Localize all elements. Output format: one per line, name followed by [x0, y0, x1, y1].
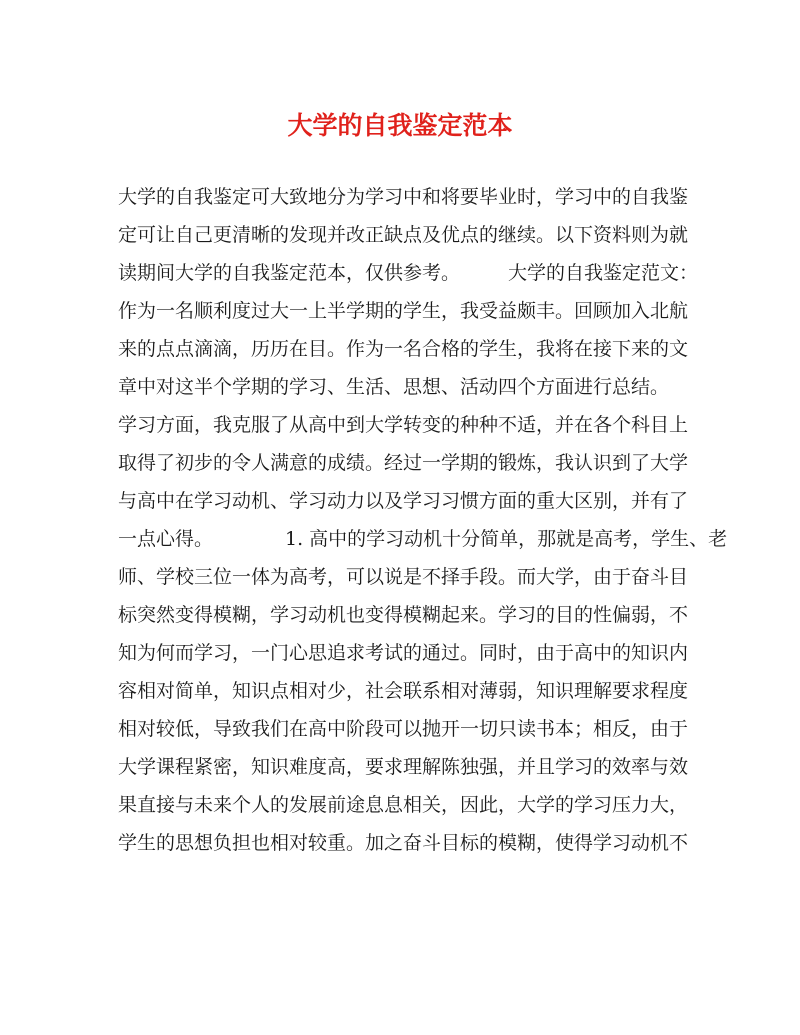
body-line: 取得了初步的令人满意的成绩。经过一学期的锻炼，我认识到了大学: [118, 452, 689, 474]
body-line: 学生的思想负担也相对较重。加之奋斗目标的模糊，使得学习动机不: [118, 832, 689, 854]
body-line: [118, 520, 728, 558]
body-line: [118, 254, 699, 292]
body-line: 大学的自我鉴定可大致地分为学习中和将要毕业时，学习中的自我鉴: [118, 186, 689, 208]
body-line: 与高中在学习动机、学习动力以及学习习惯方面的重大区别，并有了: [118, 490, 689, 512]
body-text: 一点心得。: [118, 528, 214, 550]
document-body: [118, 178, 728, 862]
body-line: 容相对简单，知识点相对少，社会联系相对薄弱，知识理解要求程度: [118, 680, 689, 702]
body-line: 标突然变得模糊，学习动机也变得模糊起来。学习的目的性偏弱，不: [118, 604, 689, 626]
body-text: 1. 高中的学习动机十分简单，那就是高考，学生、老: [285, 528, 728, 550]
body-text: 读期间大学的自我鉴定范本，仅供参考。: [118, 262, 461, 284]
body-line: 学习方面，我克服了从高中到大学转变的种种不适，并在各个科目上: [118, 414, 689, 436]
body-text: 大学的自我鉴定范文：: [508, 262, 699, 284]
document-title: 大学的自我鉴定范本: [287, 111, 513, 140]
body-line: 师、学校三位一体为高考，可以说是不择手段。而大学，由于奋斗目: [118, 566, 689, 588]
body-line: 大学课程紧密，知识难度高，要求理解陈独强，并且学习的效率与效: [118, 756, 689, 778]
body-line: 知为何而学习，一门心思追求考试的通过。同时，由于高中的知识内: [118, 642, 689, 664]
body-line: 定可让自己更清晰的发现并改正缺点及优点的继续。以下资料则为就: [118, 224, 689, 246]
body-line: 相对较低，导致我们在高中阶段可以抛开一切只读书本；相反，由于: [118, 718, 689, 740]
body-line: 章中对这半个学期的学习、生活、思想、活动四个方面进行总结。: [118, 376, 670, 398]
body-line: 来的点点滴滴，历历在目。作为一名合格的学生，我将在接下来的文: [118, 338, 689, 360]
body-line: 果直接与未来个人的发展前途息息相关，因此，大学的学习压力大，: [118, 794, 689, 816]
body-line: 作为一名顺利度过大一上半学期的学生，我受益颇丰。回顾加入北航: [118, 300, 689, 322]
